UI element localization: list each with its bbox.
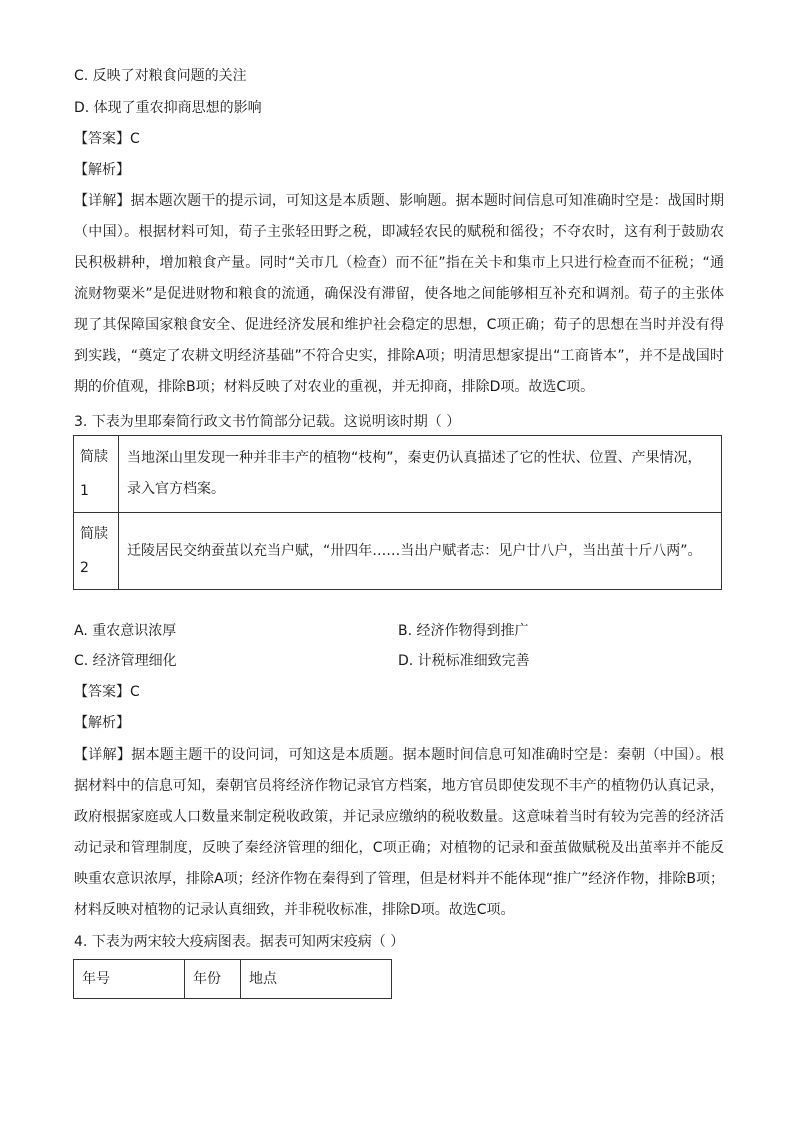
option-a: A. 重农意识浓厚 bbox=[74, 623, 177, 639]
table-row bbox=[74, 513, 722, 590]
option-c: C. 反映了对粮食问题的关注 bbox=[74, 68, 247, 84]
analysis-label: 【解析】 bbox=[74, 715, 130, 731]
table-row bbox=[74, 436, 722, 513]
q4-table bbox=[73, 959, 392, 999]
option-c: C. 经济管理细化 bbox=[74, 653, 177, 669]
header-cell-era: 年号 bbox=[74, 960, 185, 999]
option-d: D. 体现了重农抑商思想的影响 bbox=[74, 100, 262, 116]
table-cell-label: 简牍2 bbox=[74, 513, 119, 590]
table-cell-content: 当地深山里发现一种并非丰产的植物“枝枸”，秦吏仍认真描述了它的性状、位置、产果情况，录入官方档案。 bbox=[119, 436, 722, 513]
analysis-label: 【解析】 bbox=[74, 162, 130, 178]
question-4-stem: 4. 下表为两宋较大疫病图表。据表可知两宋疫病（ ） bbox=[74, 934, 405, 950]
table-header-row bbox=[74, 960, 392, 999]
option-d: D. 计税标准细致完善 bbox=[398, 653, 530, 669]
answer-label: 【答案】C bbox=[74, 684, 140, 700]
detail-paragraph: 【详解】据本题次题干的提示词，可知这是本质题、影响题。据本题时间信息可知准确时空是：战国时期（中国）。根据材料可知，荀子主张轻田野之税，即减轻农民的赋税和徭役；不夺农时，这有利于鼓励农民积极耕种，增加粮食产量。同时“关市几（检查）而不征”指在关卡和集市上只进行检查而不征税；“通流财物粟米”是促进财物和粮食的流通，确保没有滞留，使各地之间能够相互补充和调剂。荀子的主张体现了其保障国家粮食安全、促进经济发展和维护社会稳定的思想，C项正确；荀子的思想在当时并没有得到实践，“奠定了农耕文明经济基础”不符合史实，排除A项；明清思想家提出“工商皆本”，并不是战国时期的价值观，排除B项；材料反映了对农业的重视，并无抑商，排除D项。故选C项。 bbox=[74, 193, 724, 395]
table-cell-content: 迁陵居民交纳蚕茧以充当户赋，“卅四年……当出户赋者志：见户廿八户，当出茧十斤八两”。 bbox=[119, 513, 722, 590]
answer-label: 【答案】C bbox=[74, 131, 140, 147]
option-b: B. 经济作物得到推广 bbox=[398, 623, 529, 639]
header-cell-year: 年份 bbox=[185, 960, 241, 999]
header-cell-location: 地点 bbox=[241, 960, 392, 999]
q3-table bbox=[73, 435, 722, 590]
table-cell-label: 简牍1 bbox=[74, 436, 119, 513]
detail-paragraph: 【详解】据本题主题干的设问词，可知这是本质题。据本题时间信息可知准确时空是：秦朝（中国）。根据材料中的信息可知，秦朝官员将经济作物记录官方档案，地方官员即使发现不丰产的植物仍认真记录，政府根据家庭或人口数量来制定税收政策，并记录应缴纳的税收数量。这意味着当时有较为完善的经济活动记录和管理制度，反映了秦经济管理的细化，C项正确；对植物的记录和蚕茧做赋税及出茧率并不能反映重农意识浓厚，排除A项；经济作物在秦得到了管理，但是材料并不能体现“推广”经济作物，排除B项；材料反映对植物的记录认真细致，并非税收标准，排除D项。故选C项。 bbox=[74, 747, 724, 918]
question-3-stem: 3. 下表为里耶秦简行政文书竹简部分记载。这说明该时期（ ） bbox=[74, 414, 461, 430]
